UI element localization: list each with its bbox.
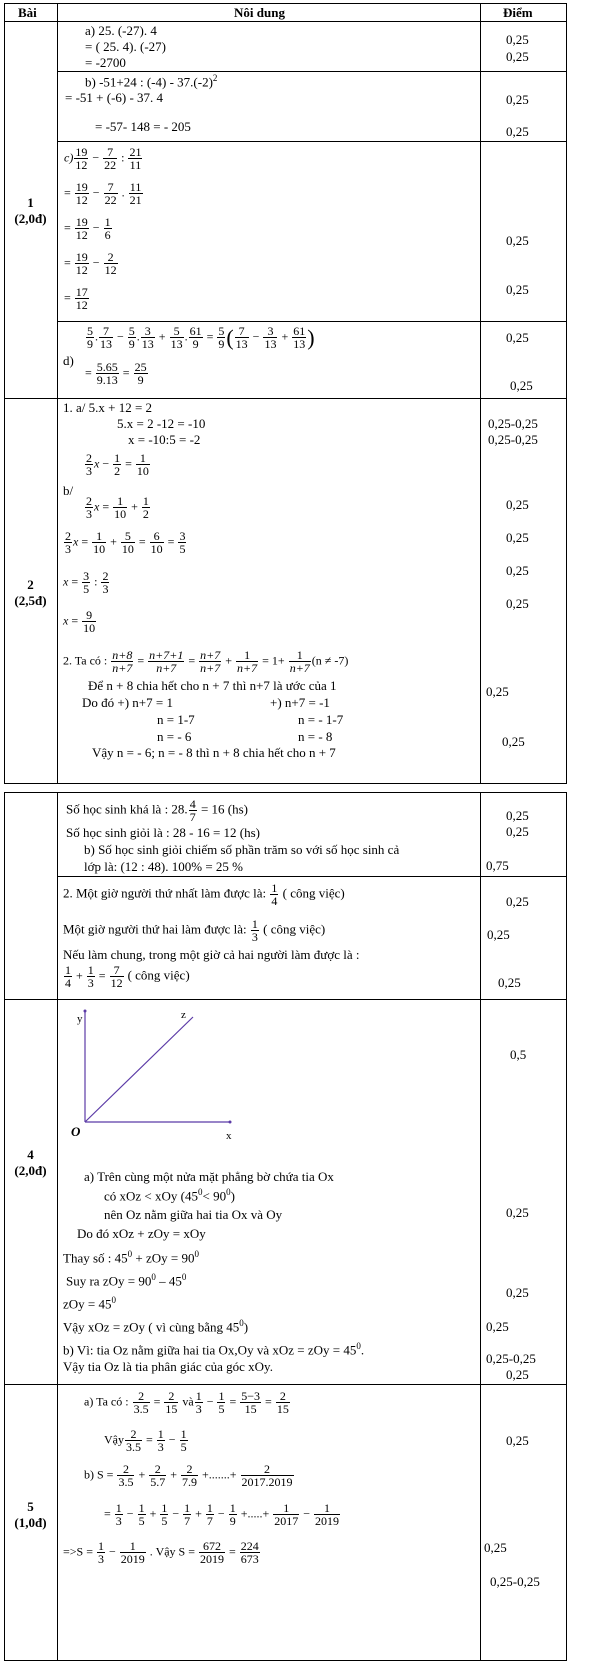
p2-b-label: b/	[63, 483, 74, 498]
p1-b-line2: = -51 + (-6) - 37. 4	[65, 90, 164, 105]
p4-line1: a) Trên cùng một nửa mặt phẳng bờ chứa tia Ox	[84, 1169, 334, 1184]
p1-c-line4: = $\frac{19}{12}$ − $\frac{2}{12}$	[64, 250, 117, 277]
score: 0,25-0,25	[488, 432, 538, 447]
score: 0,25	[506, 32, 529, 47]
p3-line1: Số học sinh khá là : 28. $\frac{4}{7}$ = 16 (hs)	[66, 797, 248, 824]
column-divider	[480, 3, 481, 784]
score: 0,25	[506, 1367, 529, 1382]
score: 0,25	[487, 927, 510, 942]
p2-line2: 5.x = 2 -12 = -10	[117, 416, 206, 431]
p4-line6: Suy ra zOy = $90^0 - 45^0$	[66, 1272, 187, 1289]
score: 0,25	[506, 894, 529, 909]
score: 0,25	[484, 1540, 507, 1555]
p3-line2: Số học sinh giỏi là : 28 - 16 = 12 (hs)	[66, 825, 261, 840]
p2-b-eq2: $\frac{2}{3}$ x = $\frac{1}{10}$ + $\frac{1}{2}$	[86, 494, 149, 521]
score: 0,75	[486, 858, 509, 873]
score: 0,25	[506, 124, 529, 139]
score: 0,25	[506, 497, 529, 512]
row-divider	[4, 999, 567, 1000]
p2-2-line2: Để n + 8 chia hết cho n + 7 thì n+7 là ước của 1	[88, 678, 337, 693]
p2-2-line6: Vậy n = - 6; n = - 8 thì n + 8 chia hết cho n + 7	[92, 745, 336, 760]
fig-label-x: x	[226, 1130, 232, 1142]
p1-d-line2: = $\frac{5.65}{9.13}$ = $\frac{25}{9}$	[85, 360, 147, 387]
score: 0,25	[506, 1433, 529, 1448]
p4-line10: Vậy tia Oz là tia phân giác của góc xOy.	[63, 1359, 273, 1374]
fig-label-z: z	[181, 1009, 186, 1021]
p4-line4: Do đó xOz + zOy = xOy	[77, 1226, 206, 1241]
score: 0,25	[506, 330, 529, 345]
p5-c-line: =>S = $\frac{1}{3}$ − $\frac{1}{2019}$ . Vậy S = $\frac{672}{2019}$ = $\frac{224}{673}$	[63, 1539, 259, 1566]
score: 0,25	[506, 1285, 529, 1300]
score: 0,25	[506, 49, 529, 64]
p2-2-line1: 2. Ta có : $\frac{n+8}{n+7}$ = $\frac{n+7+1}{n+7}$ = $\frac{n+7}{n+7}$ + $\frac{1}{n+7}$ = 1+ $\frac{1}{n+7}$ (n ≠ -7)	[63, 648, 349, 675]
score: 0,25-0,25	[490, 1574, 540, 1589]
p1-b-line3: = -57- 148 = - 205	[95, 119, 191, 134]
p2-2-line5: n = - 6	[157, 729, 192, 744]
p2-2-line3b: +) n+7 = -1	[270, 695, 330, 710]
p5-b-line1: b) S = $\frac{2}{3.5}$ + $\frac{2}{5.7}$ + $\frac{2}{7.9}$ +.......+ $\frac{2}{2017.2019}$	[84, 1462, 293, 1489]
p5-a-line2: Vậy $\frac{2}{3.5}$ = $\frac{1}{3}$ − $\frac{1}{5}$	[104, 1427, 187, 1454]
point-x	[229, 1121, 232, 1124]
p2-b-eq3: $\frac{2}{3}$ x = $\frac{1}{10}$ + $\frac{5}{10}$ = $\frac{6}{10}$ = $\frac{3}{5}$	[65, 529, 186, 556]
score: 0,25-0,25	[488, 416, 538, 431]
score: 0,25	[506, 1205, 529, 1220]
p1-a-line2: = ( 25. 4). (-27)	[85, 39, 166, 54]
p3-line3: b) Số học sinh giỏi chiếm số phần trăm so với số học sinh cả	[84, 842, 400, 857]
p2-2-line4: n = 1-7	[157, 712, 195, 727]
problem-4-points: (2,0đ)	[14, 1163, 47, 1178]
p3-line5: 2. Một giờ người thứ nhất làm được là: $\frac{1}{4}$ ( công việc)	[63, 881, 345, 908]
p4-line5: Thay số : $45^0$ + zOy = $90^0$	[63, 1249, 199, 1266]
header-bai: Bài	[18, 5, 37, 20]
score: 0,25	[506, 282, 529, 297]
p2-b-eq4: x = $\frac{3}{5}$ : $\frac{2}{3}$	[63, 569, 109, 596]
header-noi-dung: Nôi dung	[234, 5, 285, 20]
p3-line7: Nếu làm chung, trong một giờ cả hai người làm được là :	[63, 947, 360, 962]
p1-c-line5: = $\frac{17}{12}$	[64, 285, 88, 312]
p1-c-line3: = $\frac{19}{12}$ − $\frac{1}{6}$	[64, 215, 111, 242]
p1-c-line2: = $\frac{19}{12}$ − $\frac{7}{22}$ . $\frac{11}{21}$	[64, 180, 142, 207]
p1-d-label: d)	[63, 353, 74, 368]
problem-2-points: (2,5đ)	[14, 593, 47, 608]
p4-line7: zOy = $45^0$	[63, 1295, 116, 1312]
problem-1-number: 1	[27, 195, 34, 210]
p4-line8: Vậy xOz = zOy ( vì cùng bằng $45^0$)	[63, 1318, 249, 1335]
p1-b-line1: b) -51+24 : $(-4) - 37.(-2)^2$	[85, 73, 218, 90]
p2-2-line3: Do đó +) n+7 = 1	[82, 695, 173, 710]
problem-5-number: 5	[27, 1499, 34, 1514]
row-divider	[4, 1384, 567, 1385]
score: 0,25	[506, 596, 529, 611]
score: 0,25	[506, 92, 529, 107]
score: 0,25	[486, 684, 509, 699]
p2-line1: 1. a/ 5.x + 12 = 2	[63, 400, 153, 415]
score: 0,25	[502, 734, 525, 749]
ray-oz	[85, 1017, 193, 1122]
column-divider	[480, 792, 481, 1661]
p2-line3: x = -10:5 = -2	[128, 432, 201, 447]
p4-line3: nên Oz nằm giữa hai tia Ox và Oy	[104, 1207, 283, 1222]
row-divider	[4, 21, 567, 22]
point-y	[84, 1010, 87, 1013]
p4-line9: b) Vì: tia Oz nằm giữa hai tia Ox,Oy và xOz = zOy = $45^0$.	[63, 1341, 365, 1358]
score: 0,25	[506, 563, 529, 578]
problem-5-points: (1,0đ)	[14, 1515, 47, 1530]
row-divider	[57, 71, 567, 72]
score: 0,25	[506, 530, 529, 545]
problem-1-points: (2,0đ)	[14, 211, 47, 226]
score: 0,25	[510, 378, 533, 393]
p3-line8: $\frac{1}{4}$ + $\frac{1}{3}$ = $\frac{7}{12}$ ( công việc)	[65, 963, 190, 990]
p2-2-line5b: n = - 8	[298, 729, 333, 744]
row-divider	[57, 321, 567, 322]
p4-line2: có xOz < xOy $(45^0< 90^0)$	[104, 1187, 235, 1204]
score: 0,5	[510, 1047, 527, 1062]
score: 0,25	[506, 824, 529, 839]
p1-a-line3: = -2700	[85, 55, 126, 70]
p1-a-line1: a) 25. (-27). 4	[85, 23, 157, 38]
p2-b-eq1: $\frac{2}{3}$ x − $\frac{1}{2}$ = $\frac{1}{10}$	[86, 451, 149, 478]
score: 0,25	[506, 808, 529, 823]
fig-label-y: y	[77, 1013, 83, 1025]
score: 0,25	[498, 975, 521, 990]
column-divider	[57, 792, 58, 1661]
score: 0,25	[486, 1319, 509, 1334]
angle-figure	[60, 1003, 260, 1143]
p5-b-line2: = $\frac{1}{3}$ − $\frac{1}{5}$ + $\frac{1}{5}$ − $\frac{1}{7}$ + $\frac{1}{7}$ − $\frac{1}{9}$ +.....+ $\frac{1}{2017}$ − $\frac{1}{2019}$	[104, 1501, 340, 1528]
score: 0,25-0,25	[486, 1351, 536, 1366]
score: 0,25	[506, 233, 529, 248]
p1-d-line1: $\frac{5}{9}$ . $\frac{7}{13}$ − $\frac{5}{9}$ . $\frac{3}{13}$ + $\frac{5}{13}$ . $\frac{61}{9}$ = $\frac{5}{9}$ ( $\frac{7}{13}$ − $\frac{3}{13}$ + $\frac{61}{13}$ )	[87, 324, 315, 351]
p1-c-line1: c) $\frac{19}{12}$ − $\frac{7}{22}$ : $\frac{21}{11}$	[64, 145, 142, 172]
header-diem: Điểm	[503, 5, 533, 20]
problem-4-number: 4	[27, 1147, 34, 1162]
column-divider	[57, 3, 58, 784]
problem-2-number: 2	[27, 577, 34, 592]
p2-b-eq5: x = $\frac{9}{10}$	[63, 608, 96, 635]
row-divider	[57, 876, 567, 877]
fig-label-o: O	[71, 1124, 81, 1139]
p3-line4: lớp là: (12 : 48). 100% = 25 %	[84, 859, 243, 874]
p3-line6: Một giờ người thứ hai làm được là: $\frac{1}{3}$ ( công việc)	[63, 917, 326, 944]
row-divider	[4, 398, 567, 399]
p2-2-line4b: n = - 1-7	[298, 712, 344, 727]
row-divider	[57, 141, 567, 142]
p5-a-line1: a) Ta có : $\frac{2}{3.5}$ = $\frac{2}{15}$ và $\frac{1}{3}$ − $\frac{1}{5}$ = $\frac{5-3}{15}$ = $\frac{2}{15}$	[84, 1389, 289, 1416]
